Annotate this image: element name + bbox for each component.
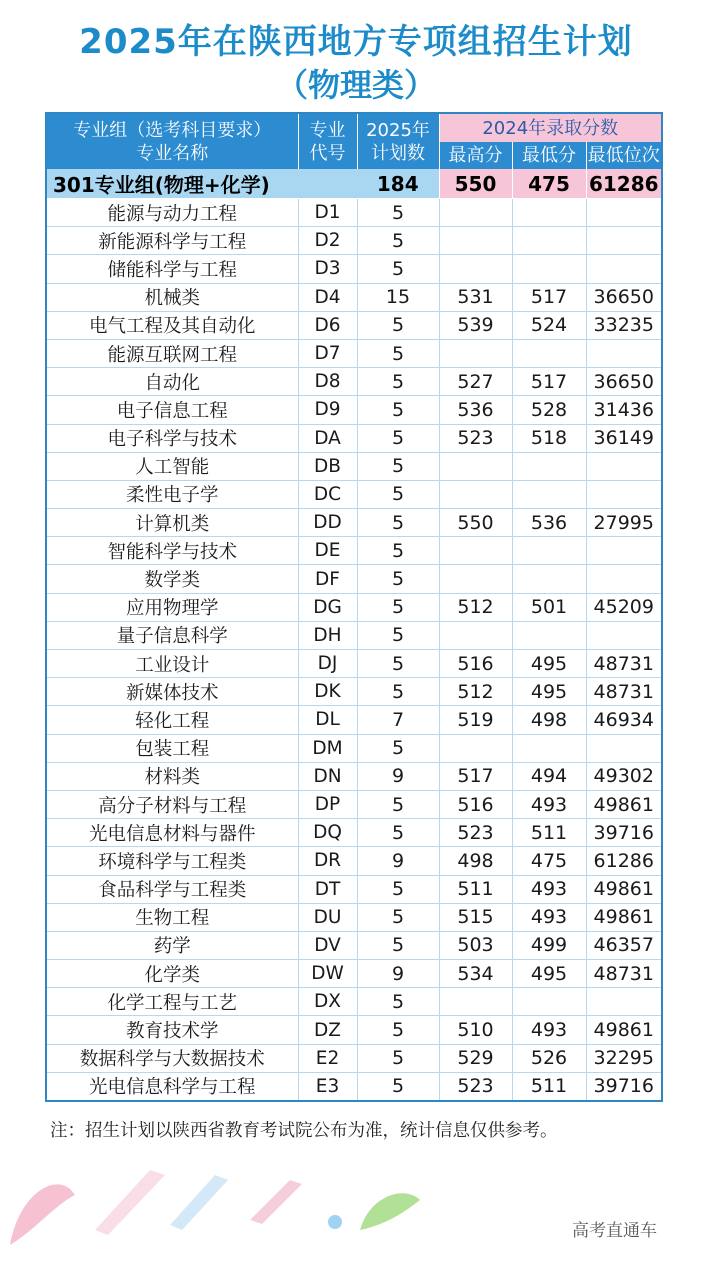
min-score: 493 [512,875,586,903]
min-rank [586,339,662,367]
min-score: 524 [512,311,586,339]
plan-count: 5 [357,396,439,424]
min-score: 511 [512,819,586,847]
min-rank [586,565,662,593]
major-name: 数据科学与大数据技术 [46,1044,298,1072]
max-score: 523 [439,819,512,847]
blue-stripe-shape [170,1175,228,1230]
major-code: DN [298,762,357,790]
plan-count: 5 [357,480,439,508]
pink-stripe-shape [95,1170,165,1235]
major-code: DG [298,593,357,621]
major-code: DT [298,875,357,903]
plan-count: 7 [357,706,439,734]
plan-count: 5 [357,678,439,706]
header-plan: 2025年 计划数 [357,113,439,169]
min-score: 493 [512,790,586,818]
major-code: DL [298,706,357,734]
table-row [46,565,662,593]
min-rank: 46357 [586,931,662,959]
major-name: 化学类 [46,960,298,988]
major-name: 材料类 [46,762,298,790]
plan-count: 5 [357,227,439,255]
major-code: DP [298,790,357,818]
table-row [46,396,662,424]
table-row [46,199,662,227]
table-row [46,283,662,311]
group-row [46,169,662,199]
min-score [512,565,586,593]
table-row [46,227,662,255]
major-name: 机械类 [46,283,298,311]
table-row [46,960,662,988]
min-rank [586,480,662,508]
major-code: D3 [298,255,357,283]
plan-count: 9 [357,847,439,875]
group-min-score: 475 [512,169,586,199]
major-name: 工业设计 [46,650,298,678]
table-row [46,1016,662,1044]
major-name: 电子信息工程 [46,396,298,424]
major-code: DM [298,734,357,762]
min-score: 495 [512,960,586,988]
group-code [298,169,357,199]
max-score: 516 [439,650,512,678]
plan-count: 5 [357,931,439,959]
min-score: 495 [512,678,586,706]
major-name: 轻化工程 [46,706,298,734]
max-score: 512 [439,593,512,621]
major-code: DX [298,988,357,1016]
min-rank: 48731 [586,678,662,706]
max-score [439,734,512,762]
page-title: 2025年在陕西地方专项组招生计划 [79,22,633,62]
table-row [46,790,662,818]
table-row [46,931,662,959]
min-score: 493 [512,1016,586,1044]
max-score: 529 [439,1044,512,1072]
min-score: 494 [512,762,586,790]
min-score [512,621,586,649]
major-code: DK [298,678,357,706]
table-row [46,762,662,790]
table-row [46,734,662,762]
max-score: 523 [439,1072,512,1101]
major-name: 化学工程与工艺 [46,988,298,1016]
plan-count: 5 [357,311,439,339]
major-name: 自动化 [46,368,298,396]
plan-count: 5 [357,1016,439,1044]
min-score: 528 [512,396,586,424]
min-score [512,734,586,762]
min-score: 517 [512,283,586,311]
major-code: DJ [298,650,357,678]
major-name: 能源与动力工程 [46,199,298,227]
min-rank: 48731 [586,960,662,988]
major-code: D9 [298,396,357,424]
min-rank: 33235 [586,311,662,339]
brand-watermark: 高考直通车 [572,1221,657,1241]
min-rank: 39716 [586,819,662,847]
min-score: 526 [512,1044,586,1072]
major-code: DF [298,565,357,593]
max-score: 523 [439,424,512,452]
max-score: 498 [439,847,512,875]
footnote: 注：招生计划以陕西省教育考试院公布为准，统计信息仅供参考。 [50,1121,558,1141]
plan-count: 5 [357,537,439,565]
min-rank: 45209 [586,593,662,621]
plan-count: 5 [357,593,439,621]
max-score: 503 [439,931,512,959]
plan-count: 5 [357,565,439,593]
major-name: 食品科学与工程类 [46,875,298,903]
min-rank [586,537,662,565]
major-code: D7 [298,339,357,367]
decorative-shapes [0,1150,470,1260]
min-rank: 36149 [586,424,662,452]
major-code: D1 [298,199,357,227]
max-score [439,537,512,565]
max-score [439,988,512,1016]
blue-dot-shape [328,1215,342,1229]
table-row [46,339,662,367]
major-name: 人工智能 [46,452,298,480]
major-code: E2 [298,1044,357,1072]
table-row [46,875,662,903]
header-code: 专业 代号 [298,113,357,169]
group-plan: 184 [357,169,439,199]
max-score [439,227,512,255]
major-name: 环境科学与工程类 [46,847,298,875]
major-name: 数学类 [46,565,298,593]
plan-count: 5 [357,509,439,537]
major-code: DQ [298,819,357,847]
table-row [46,593,662,621]
major-code: D2 [298,227,357,255]
plan-count: 5 [357,790,439,818]
table-row [46,1044,662,1072]
header-min-score: 最低分 [512,142,586,169]
min-score [512,339,586,367]
table-row [46,509,662,537]
min-score [512,480,586,508]
major-name: 计算机类 [46,509,298,537]
major-code: E3 [298,1072,357,1101]
min-score [512,988,586,1016]
max-score: 539 [439,311,512,339]
plan-count: 5 [357,1072,439,1101]
min-score [512,452,586,480]
major-name: 储能科学与工程 [46,255,298,283]
table-row [46,424,662,452]
min-rank: 49861 [586,790,662,818]
plan-count: 9 [357,762,439,790]
min-rank [586,734,662,762]
table-row [46,480,662,508]
header-min-rank: 最低位次 [586,142,662,169]
min-score: 511 [512,1072,586,1101]
plan-count: 5 [357,452,439,480]
table-row [46,650,662,678]
min-rank [586,988,662,1016]
plan-count: 5 [357,255,439,283]
major-name: 新能源科学与工程 [46,227,298,255]
table-row [46,368,662,396]
table-row [46,255,662,283]
min-rank [586,227,662,255]
major-code: DV [298,931,357,959]
min-rank: 49861 [586,875,662,903]
max-score: 517 [439,762,512,790]
header-max-score: 最高分 [439,142,512,169]
max-score [439,255,512,283]
min-score: 493 [512,903,586,931]
major-name: 柔性电子学 [46,480,298,508]
table-row [46,819,662,847]
min-rank: 49302 [586,762,662,790]
max-score [439,565,512,593]
major-name: 生物工程 [46,903,298,931]
table-row [46,1072,662,1101]
max-score [439,452,512,480]
table-row [46,903,662,931]
min-rank: 46934 [586,706,662,734]
max-score [439,621,512,649]
major-code: DC [298,480,357,508]
min-score: 498 [512,706,586,734]
min-rank [586,255,662,283]
plan-count: 5 [357,650,439,678]
major-code: DH [298,621,357,649]
major-code: DZ [298,1016,357,1044]
header-major-group: 专业组（选考科目要求） 专业名称 [46,113,298,169]
min-rank: 31436 [586,396,662,424]
major-code: D6 [298,311,357,339]
min-score: 518 [512,424,586,452]
plan-count: 5 [357,903,439,931]
min-score [512,255,586,283]
max-score: 550 [439,509,512,537]
min-score: 536 [512,509,586,537]
major-name: 智能科学与技术 [46,537,298,565]
max-score: 511 [439,875,512,903]
major-code: DE [298,537,357,565]
major-code: DW [298,960,357,988]
table-row [46,452,662,480]
enrollment-plan-table [45,112,663,1102]
major-code: D4 [298,283,357,311]
max-score: 534 [439,960,512,988]
max-score: 527 [439,368,512,396]
plan-count: 5 [357,424,439,452]
table-row [46,706,662,734]
plan-count: 5 [357,1044,439,1072]
min-rank: 39716 [586,1072,662,1101]
max-score: 515 [439,903,512,931]
min-score: 499 [512,931,586,959]
group-name: 301专业组(物理+化学) [46,169,298,199]
major-name: 新媒体技术 [46,678,298,706]
table-row [46,847,662,875]
min-rank [586,452,662,480]
major-name: 能源互联网工程 [46,339,298,367]
plan-count: 5 [357,988,439,1016]
plan-count: 5 [357,875,439,903]
table-row [46,621,662,649]
group-max-score: 550 [439,169,512,199]
max-score [439,480,512,508]
table-row [46,988,662,1016]
major-name: 光电信息科学与工程 [46,1072,298,1101]
min-rank: 36650 [586,283,662,311]
major-code: D8 [298,368,357,396]
min-rank: 49861 [586,1016,662,1044]
major-name: 电子科学与技术 [46,424,298,452]
min-score: 517 [512,368,586,396]
max-score [439,339,512,367]
plan-count: 15 [357,283,439,311]
major-code: DB [298,452,357,480]
header-2024-scores: 2024年录取分数 [439,113,662,142]
plan-count: 5 [357,734,439,762]
major-name: 光电信息材料与器件 [46,819,298,847]
plan-count: 9 [357,960,439,988]
group-min-rank: 61286 [586,169,662,199]
max-score: 531 [439,283,512,311]
min-score [512,227,586,255]
min-rank: 27995 [586,509,662,537]
page-subtitle: （物理类） [275,66,436,104]
min-rank: 49861 [586,903,662,931]
min-score [512,537,586,565]
min-score: 495 [512,650,586,678]
major-name: 包装工程 [46,734,298,762]
major-code: DA [298,424,357,452]
min-rank: 48731 [586,650,662,678]
min-score: 501 [512,593,586,621]
min-score [512,199,586,227]
plan-count: 5 [357,199,439,227]
major-code: DD [298,509,357,537]
max-score: 510 [439,1016,512,1044]
plan-count: 5 [357,819,439,847]
header-row-1 [46,113,662,142]
plan-count: 5 [357,621,439,649]
min-rank: 61286 [586,847,662,875]
min-rank: 36650 [586,368,662,396]
plan-count: 5 [357,339,439,367]
max-score: 519 [439,706,512,734]
table-row [46,537,662,565]
max-score: 536 [439,396,512,424]
green-leaf-shape [360,1193,420,1230]
major-name: 高分子材料与工程 [46,790,298,818]
major-code: DU [298,903,357,931]
plan-count: 5 [357,368,439,396]
major-name: 药学 [46,931,298,959]
max-score [439,199,512,227]
table-row [46,678,662,706]
min-rank: 32295 [586,1044,662,1072]
major-name: 教育技术学 [46,1016,298,1044]
min-score: 475 [512,847,586,875]
major-code: DR [298,847,357,875]
pink-leaf-shape [10,1184,75,1245]
max-score: 512 [439,678,512,706]
major-name: 量子信息科学 [46,621,298,649]
major-name: 电气工程及其自动化 [46,311,298,339]
min-rank [586,621,662,649]
major-name: 应用物理学 [46,593,298,621]
table-row [46,311,662,339]
min-rank [586,199,662,227]
pink-stripe-shape-2 [250,1180,302,1224]
max-score: 516 [439,790,512,818]
